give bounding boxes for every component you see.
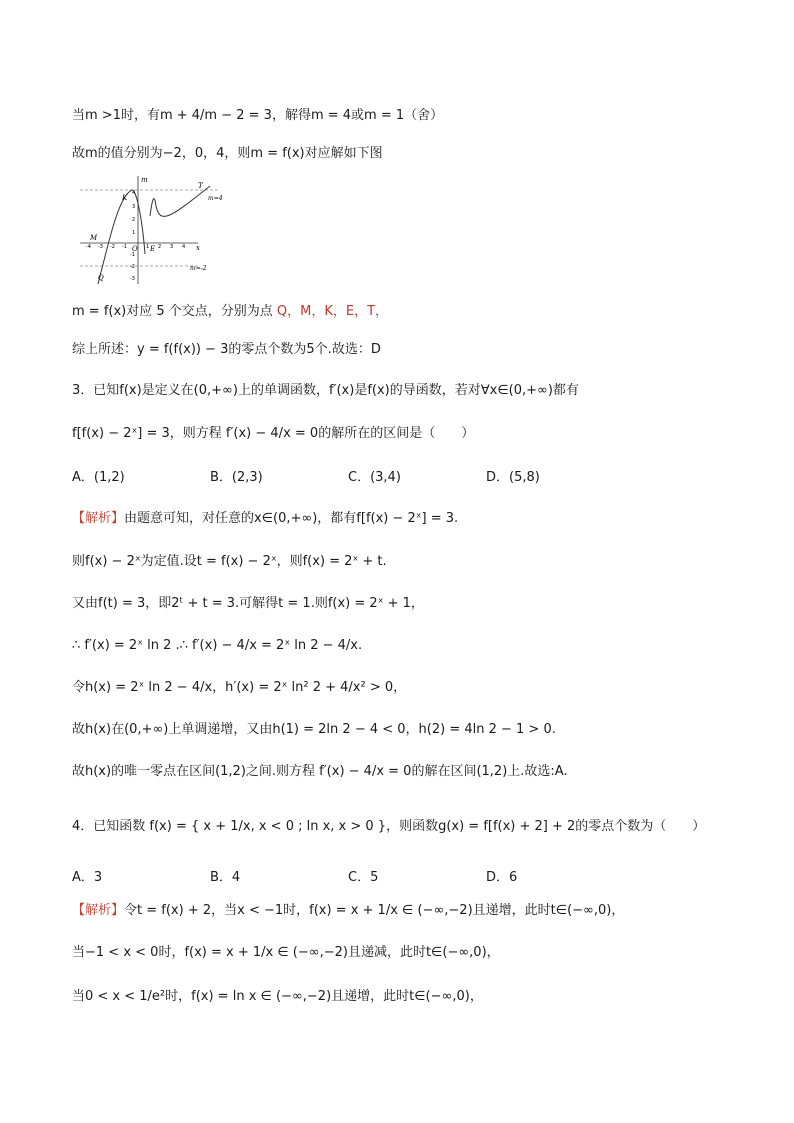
xtick-neg2: -2: [110, 244, 115, 250]
text-line-1: 当m >1时，有m + 4/m − 2 = 3，解得m = 4或m = 1（舍）: [72, 108, 444, 123]
q3-solution-1: 【解析】由题意可知，对任意的x∈(0,+∞)，都有f[f(x) − 2ˣ] = 3.: [72, 511, 459, 526]
q3-option-d: D．(5,8): [486, 470, 540, 485]
ytick-neg3: -3: [130, 276, 135, 282]
label-e: E: [150, 245, 156, 253]
label-k: K: [122, 194, 128, 202]
label-m4: m=4: [208, 195, 223, 202]
label-m2: m=-2: [190, 265, 207, 272]
label-q: Q: [98, 274, 104, 282]
xtick-neg4: -4: [86, 244, 91, 250]
q3-stem-2: f[f(x) − 2ˣ] = 3，则方程 f′(x) − 4/x = 0的解所在的区间是（ ）: [72, 426, 475, 441]
label-t: T: [198, 182, 203, 190]
text-line-2: 故m的值分别为−2，0，4，则m = f(x)对应解如下图: [72, 146, 383, 161]
function-graph: [80, 176, 223, 286]
q3-stem-1: 3．已知f(x)是定义在(0,+∞)上的单调函数，f′(x)是f(x)的导函数，若对∀x∈(0,+∞)都有: [72, 383, 579, 398]
q4-option-c: C．5: [348, 870, 379, 885]
ytick-neg2: -2: [130, 264, 135, 270]
q3-solution-4: ∴ f′(x) = 2ˣ ln 2 .∴ f′(x) − 4/x = 2ˣ ln 2 − 4/x.: [72, 638, 363, 653]
q4-option-d: D．6: [486, 870, 518, 885]
q3-solution-2: 则f(x) − 2ˣ为定值.设t = f(x) − 2ˣ，则f(x) = 2ˣ + t.: [72, 554, 387, 569]
q3-option-c: C．(3,4): [348, 470, 401, 485]
q4-stem: 4．已知函数 f(x) = { x + 1/x, x < 0 ; ln x, x > 0 }，则函数g(x) = f[f(x) + 2] + 2的零点个数为（ ）: [72, 819, 706, 834]
ytick-1: 1: [132, 230, 136, 236]
q4-solution-2: 当−1 < x < 0时，f(x) = x + 1/x ∈ (−∞,−2)且递减，此时t∈(−∞,0)，: [72, 945, 500, 960]
xtick-4: 4: [182, 244, 186, 250]
q4-solution-1: 【解析】令t = f(x) + 2，当x < −1时，f(x) = x + 1/x ∈ (−∞,−2)且递增，此时t∈(−∞,0)，: [72, 903, 625, 918]
q4-option-a: A．3: [72, 870, 103, 885]
q3-solution-7: 故h(x)的唯一零点在区间(1,2)之间.则方程 f′(x) − 4/x = 0的解在区间(1,2)上.故选:A.: [72, 764, 568, 779]
q3-option-a: A．(1,2): [72, 470, 125, 485]
q3-solution-6: 故h(x)在(0,+∞)上单调递增，又由h(1) = 2ln 2 − 4 < 0，h(2) = 4ln 2 − 1 > 0.: [72, 722, 556, 737]
ytick-2: 2: [132, 217, 136, 223]
xtick-neg3: -3: [98, 244, 103, 250]
xtick-2: 2: [158, 244, 162, 250]
ytick-3: 3: [132, 204, 136, 210]
xtick-neg1: -1: [122, 244, 127, 250]
text-line-3: m = f(x)对应 5 个交点，分别为点 Q，M，K，E，T，: [72, 304, 389, 319]
q3-option-b: B．(2,3): [210, 470, 263, 485]
q3-solution-3: 又由f(t) = 3，即2ᵗ + t = 3.可解得t = 1.则f(x) = 2ˣ + 1，: [72, 596, 424, 611]
label-m-axis: m: [141, 176, 148, 184]
label-origin: O: [132, 245, 138, 253]
q3-solution-5: 令h(x) = 2ˣ ln 2 − 4/x，h′(x) = 2ˣ ln² 2 + 4/x² > 0，: [72, 680, 407, 695]
label-mm: M: [90, 234, 98, 242]
ytick-neg1: -1: [130, 252, 135, 258]
ytick-4: 4: [132, 190, 136, 196]
q4-option-b: B．4: [210, 870, 241, 885]
q4-solution-3: 当0 < x < 1/e²时，f(x) = ln x ∈ (−∞,−2)且递增，此时t∈(−∞,0)，: [72, 989, 483, 1004]
xtick-3: 3: [170, 244, 174, 250]
label-x-axis: x: [196, 244, 200, 252]
text-line-4: 综上所述：y = f(f(x)) − 3的零点个数为5个.故选：D: [72, 342, 381, 357]
xtick-1: 1: [146, 244, 150, 250]
